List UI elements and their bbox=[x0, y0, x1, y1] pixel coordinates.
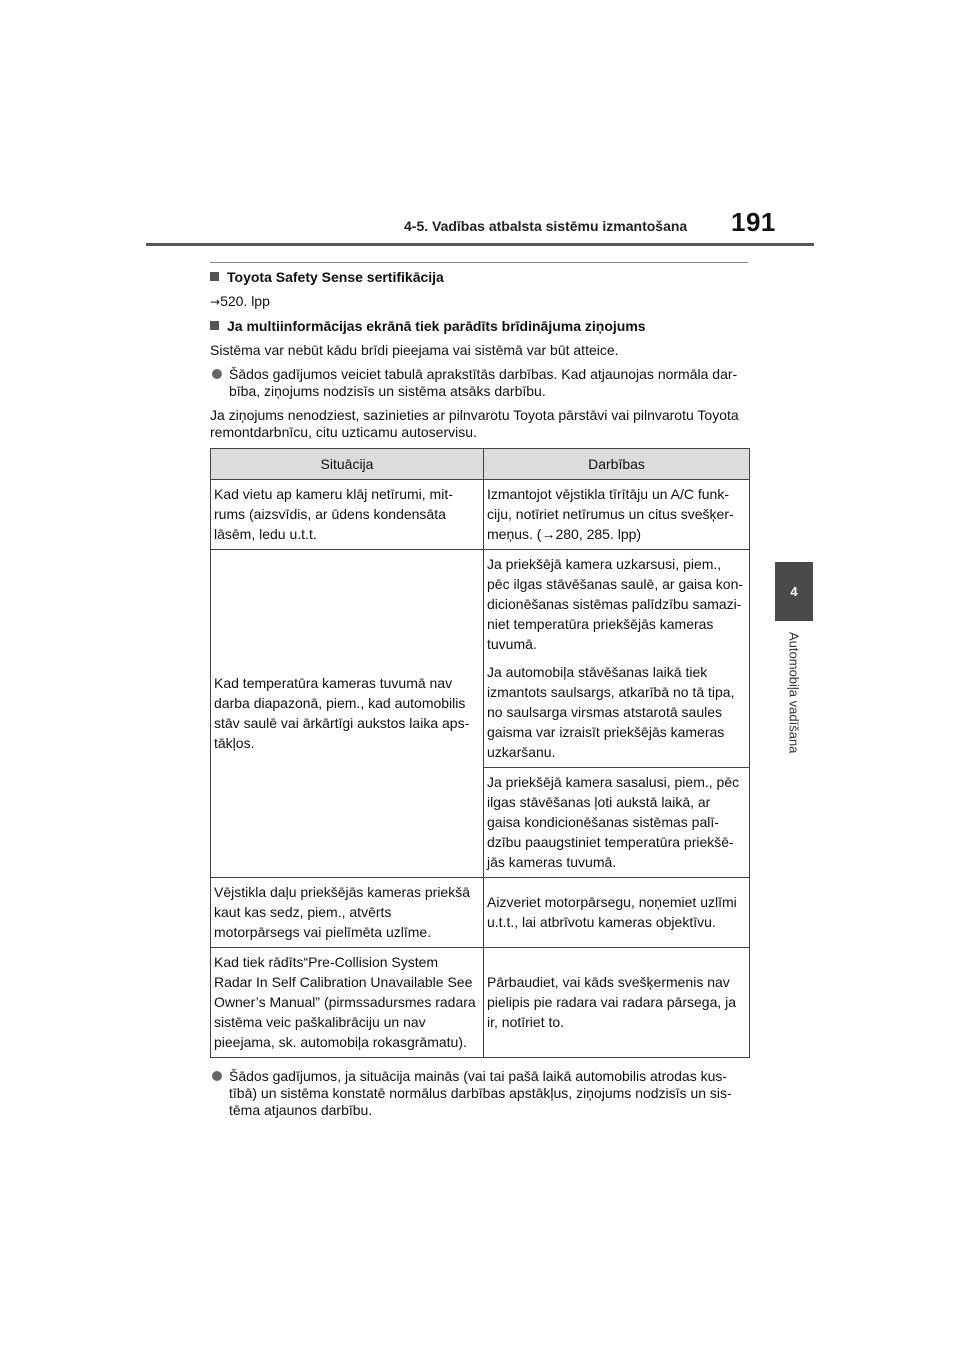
action-cell: Pārbaudiet, vai kāds svešķermenis nav pielipis pie radara vai radara pārsega, ja ir, notīriet to. bbox=[484, 948, 750, 1058]
square-bullet-icon bbox=[210, 321, 219, 330]
bullet-text: Šādos gadījumos, ja situācija mainās (vai tai pašā laikā automobilis atrodas kus-tībā) un sistēma konstatē normālus darbības apstākļus, ziņojums nodzisīs un sis-tēma atjaunos darbību. bbox=[229, 1068, 732, 1118]
chapter-tab bbox=[775, 562, 813, 621]
content-top-divider bbox=[210, 262, 748, 263]
contact-paragraph: Ja ziņojums nenodziest, sazinieties ar pilnvarotu Toyota pārstāvi vai pilnvarotu Toyota remontdarbnīcu, citu uzticamu autoservisu. bbox=[210, 407, 739, 440]
situations-table bbox=[210, 448, 750, 1058]
action-cell: Aizveriet motorpārsegu, noņemiet uzlīmi u.t.t., lai atbrīvotu kameras objektīvu. bbox=[484, 878, 750, 948]
situation-cell: Kad temperatūra kameras tuvumā nav darba diapazonā, piem., kad automobilis stāv saulē vai ārkārtīgi aukstos laika aps-tākļos. bbox=[211, 550, 484, 878]
table-row bbox=[211, 948, 750, 1058]
action-paragraph: Ja priekšējā kamera uzkarsusi, piem., pēc ilgas stāvēšanas saulē, ar gaisa kon-dicionēšanas sistēmas palīdzību samazi-niet temperatūra priekšējās kameras tuvumā. bbox=[487, 556, 744, 652]
header-divider bbox=[146, 243, 814, 246]
table-row bbox=[211, 550, 750, 768]
bullet-item bbox=[210, 1068, 750, 1119]
action-paragraph: Ja automobiļa stāvēšanas laikā tiek izmantots saulsargs, atkarībā no tā tipa, no saulsarga virsmas atstarotā saules gaisma var izraisīt priekšējās kameras uzkaršanu. bbox=[487, 664, 735, 760]
circle-bullet-icon bbox=[212, 369, 222, 379]
situation-cell: Vējstikla daļu priekšējās kameras priekšā kaut kas sedz, piem., atvērts motorpārsegs vai pielīmēta uzlīme. bbox=[211, 878, 484, 948]
section-heading-warning-message bbox=[210, 318, 750, 335]
page-reference bbox=[210, 293, 750, 311]
action-cell bbox=[484, 550, 750, 768]
chapter-number: 4 bbox=[790, 584, 798, 599]
arrow-right-icon: → bbox=[210, 295, 221, 309]
section-header-title: 4-5. Vadības atbalsta sistēmu izmantošana bbox=[404, 218, 688, 234]
page-number: 191 bbox=[731, 207, 776, 237]
table-header-row bbox=[211, 449, 750, 480]
column-header-situation: Situācija bbox=[211, 449, 484, 480]
situation-cell: Kad vietu ap kameru klāj netīrumi, mit-rums (aizsvīdis, ar ūdens kondensāta lāsēm, ledu u.t.t. bbox=[211, 480, 484, 550]
page-content bbox=[210, 269, 750, 1126]
page-reference-text: 520. lpp bbox=[220, 293, 270, 309]
table-row bbox=[211, 878, 750, 948]
circle-bullet-icon bbox=[212, 1071, 222, 1081]
bullet-item bbox=[210, 366, 750, 400]
chapter-label: Automobiļa vadīšana bbox=[786, 632, 802, 754]
intro-paragraph: Sistēma var nebūt kādu brīdi pieejama vai sistēmā var būt atteice. bbox=[210, 342, 619, 358]
square-bullet-icon bbox=[210, 272, 219, 281]
action-cell: Ja priekšējā kamera sasalusi, piem., pēc ilgas stāvēšanas ļoti aukstā laikā, ar gaisa kondicionēšanas sistēmas palī-dzību paaugstiniet temperatūra priekšē-jās kameras tuvumā. bbox=[484, 768, 750, 878]
table-row bbox=[211, 480, 750, 550]
heading-text: Toyota Safety Sense sertifikācija bbox=[227, 269, 444, 285]
section-heading-certification bbox=[210, 269, 750, 286]
heading-text: Ja multiinformācijas ekrānā tiek parādīts brīdinājuma ziņojums bbox=[227, 318, 646, 334]
bullet-text: Šādos gadījumos veiciet tabulā aprakstītās darbības. Kad atjaunojas normāla dar-bība, ziņojums nodzisīs un sistēma atsāks darbību. bbox=[229, 366, 738, 399]
situation-cell: Kad tiek rādīts“Pre-Collision System Radar In Self Calibration Unavailable See Owner’s Manual” (pirmssadursmes radara sistēma veic paškalibrāciju un nav pieejama, sk. automobiļa rokasgrāmatu). bbox=[211, 948, 484, 1058]
action-cell: Izmantojot vējstikla tīrītāju un A/C funk-ciju, notīriet netīrumus un citus svešķer-meņus. (→280, 285. lpp) bbox=[484, 480, 750, 550]
column-header-actions: Darbības bbox=[484, 449, 750, 480]
